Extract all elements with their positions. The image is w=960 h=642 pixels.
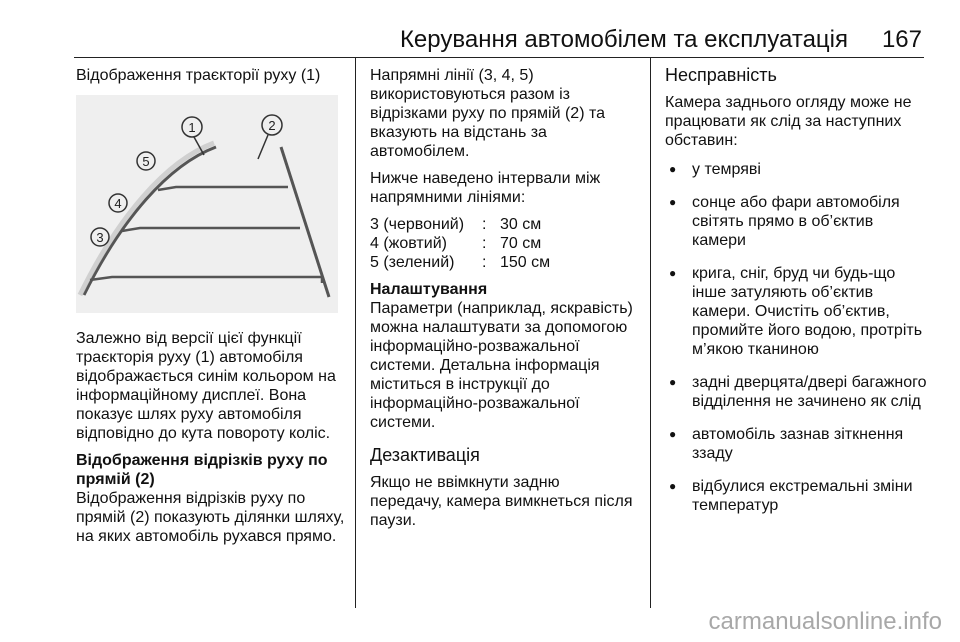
page-header — [0, 0, 960, 60]
section-title: Керування автомобілем та експлуатація — [399, 26, 848, 53]
interval-row: 3 (червоний) : 30 см — [370, 216, 542, 233]
intervals-intro: Нижче наведено інтервали між напрямними лініями: — [370, 170, 601, 206]
column-divider-2 — [650, 58, 651, 608]
rear-camera-guideline-figure — [76, 95, 338, 313]
straight-segments-heading: Відображення відрізків руху по прямій (2) — [76, 452, 328, 488]
trajectory-heading: Відображення траєкторії руху (1) — [76, 67, 321, 84]
guideline-3 — [90, 277, 322, 283]
straight-line-right — [281, 147, 329, 297]
list-item: ● у темряві — [665, 160, 930, 179]
callout-label-3: 3 — [96, 230, 104, 245]
settings-text: Параметри (наприклад, яскравість) можна налаштувати за допомогою інформаційно-розважальної системи. Детальна інформація міститься в інструкції до інформаційно-розважальної системи. — [370, 300, 633, 431]
malfunction-intro: Камера заднього огляду може не працювати як слід за наступних обставин: — [665, 94, 912, 149]
intervals-table — [370, 215, 635, 272]
column-2 — [370, 66, 635, 538]
guidelines-description: Напрямні лінії (3, 4, 5) використовуються разом із відрізками руху по прямій (2) та вказують на відстань за автомобілем. — [370, 67, 606, 160]
column-divider-1 — [355, 58, 356, 608]
column-3 — [665, 66, 930, 529]
interval-label: 5 (зелений) — [370, 254, 455, 271]
deactivation-text: Якщо не ввімкнути задню передачу, камера вимкнеться після паузи. — [370, 474, 633, 529]
callout-label-2: 2 — [268, 118, 276, 133]
column-1 — [76, 66, 346, 554]
malfunction-list — [665, 160, 930, 515]
deactivation-heading: Дезактивація — [370, 445, 480, 465]
list-item: ● автомобіль зазнав зіткнення ззаду — [665, 425, 930, 463]
trajectory-description: Залежно від версії цієї функції траєкторія руху (1) автомобіля відображається синім кольором на інформаційному дисплеї. Вона показує шлях руху автомобіля відповідно до кута повороту коліс. — [76, 330, 336, 442]
list-item: ● сонце або фари автомобіля світять прямо в об’єктив камери — [665, 193, 930, 250]
interval-label: 3 (червоний) — [370, 216, 465, 233]
straight-segments-description: Відображення відрізків руху по прямій (2) показують ділянки шляху, на яких автомобіль рухався прямо. — [76, 490, 345, 545]
interval-row: 4 (жовтий) : 70 см — [370, 235, 542, 252]
callout-leader-2 — [258, 135, 268, 159]
malfunction-heading: Несправність — [665, 65, 777, 85]
header-divider — [74, 57, 924, 58]
interval-value: 30 см — [500, 216, 542, 233]
callout-label-1: 1 — [188, 120, 196, 135]
guideline-5 — [158, 187, 288, 190]
watermark: carmanualsonline.info — [708, 608, 942, 635]
interval-value: 70 см — [500, 235, 542, 252]
interval-row: 5 (зелений) : 150 см — [370, 254, 551, 271]
list-item: ● задні дверцята/двері багажного відділення не зачинено як слід — [665, 373, 930, 411]
page-number: 167 — [881, 26, 922, 53]
interval-value: 150 см — [500, 254, 551, 271]
callout-label-5: 5 — [142, 154, 150, 169]
guideline-4 — [122, 228, 300, 231]
list-item: ● крига, сніг, бруд чи будь-що інше затуляють об’єктив камери. Очистіть об’єктив, промийте його водою, протріть м’якою тканиною — [665, 264, 930, 359]
callout-label-4: 4 — [114, 196, 122, 211]
settings-heading: Налаштування — [370, 281, 488, 298]
list-item: ● відбулися екстремальні зміни температур — [665, 477, 930, 515]
interval-label: 4 (жовтий) — [370, 235, 447, 252]
